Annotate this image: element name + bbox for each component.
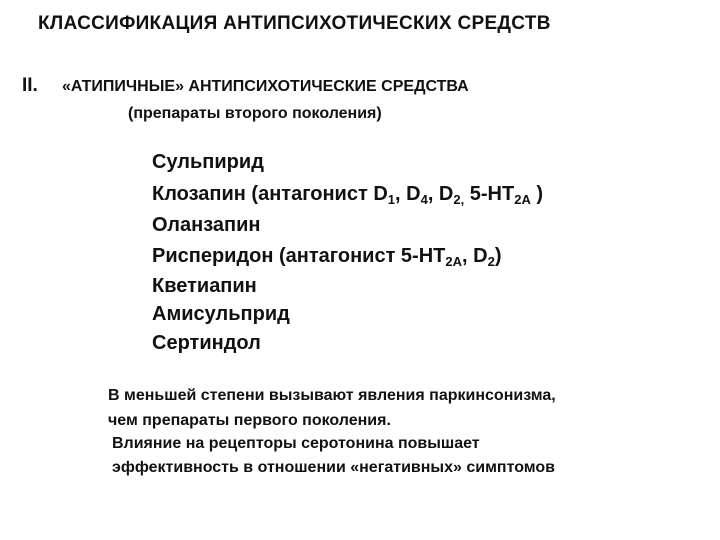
note-line: эффективность в отношении «негативных» симптомов: [112, 459, 555, 476]
receptor-subscript: 2A: [445, 254, 463, 269]
receptor-subscript: 4: [420, 192, 428, 207]
drug-name: Амисульприд: [152, 303, 290, 325]
drug-text: , D: [427, 183, 454, 205]
drug-item-sulpiride: [152, 150, 264, 174]
drug-name: Сульпирид: [152, 151, 264, 173]
drug-item-clozapine: [152, 182, 543, 206]
receptor-subscript: 2A: [514, 192, 531, 207]
drug-name: Кветиапин: [152, 275, 257, 297]
note-line: Влияние на рецепторы серотонина повышает: [112, 435, 480, 452]
receptor-subscript: 2,: [453, 192, 465, 207]
section-number: II.: [22, 75, 38, 96]
receptor-subscript: 1: [387, 192, 396, 207]
drug-item-amisulpride: [152, 302, 290, 326]
drug-item-sertindole: [152, 331, 261, 355]
drug-item-risperidone: [152, 244, 501, 268]
drug-name: Оланзапин: [152, 214, 261, 236]
section-subtitle: (препараты второго поколения): [128, 105, 382, 122]
section-title: «АТИПИЧНЫЕ» АНТИПСИХОТИЧЕСКИЕ СРЕДСТВА: [62, 78, 469, 95]
drug-text: ): [530, 183, 544, 205]
drug-item-quetiapine: [152, 274, 257, 298]
drug-name: Клозапин (антагонист D: [152, 183, 388, 205]
drug-item-olanzapine: [152, 213, 260, 237]
drug-name: Рисперидон (антагонист 5-HT: [152, 245, 446, 267]
drug-text: ): [494, 245, 502, 267]
drug-text: , D: [462, 245, 488, 267]
note-line: чем препараты первого поколения.: [108, 412, 391, 429]
slide-title: КЛАССИФИКАЦИЯ АНТИПСИХОТИЧЕСКИХ СРЕДСТВ: [38, 13, 551, 34]
note-line: В меньшей степени вызывают явления паркинсонизма,: [108, 387, 556, 404]
drug-name: Сертиндол: [152, 332, 261, 354]
receptor-subscript: 2: [487, 254, 495, 269]
drug-text: 5-HT: [464, 183, 515, 205]
drug-text: , D: [395, 183, 421, 205]
